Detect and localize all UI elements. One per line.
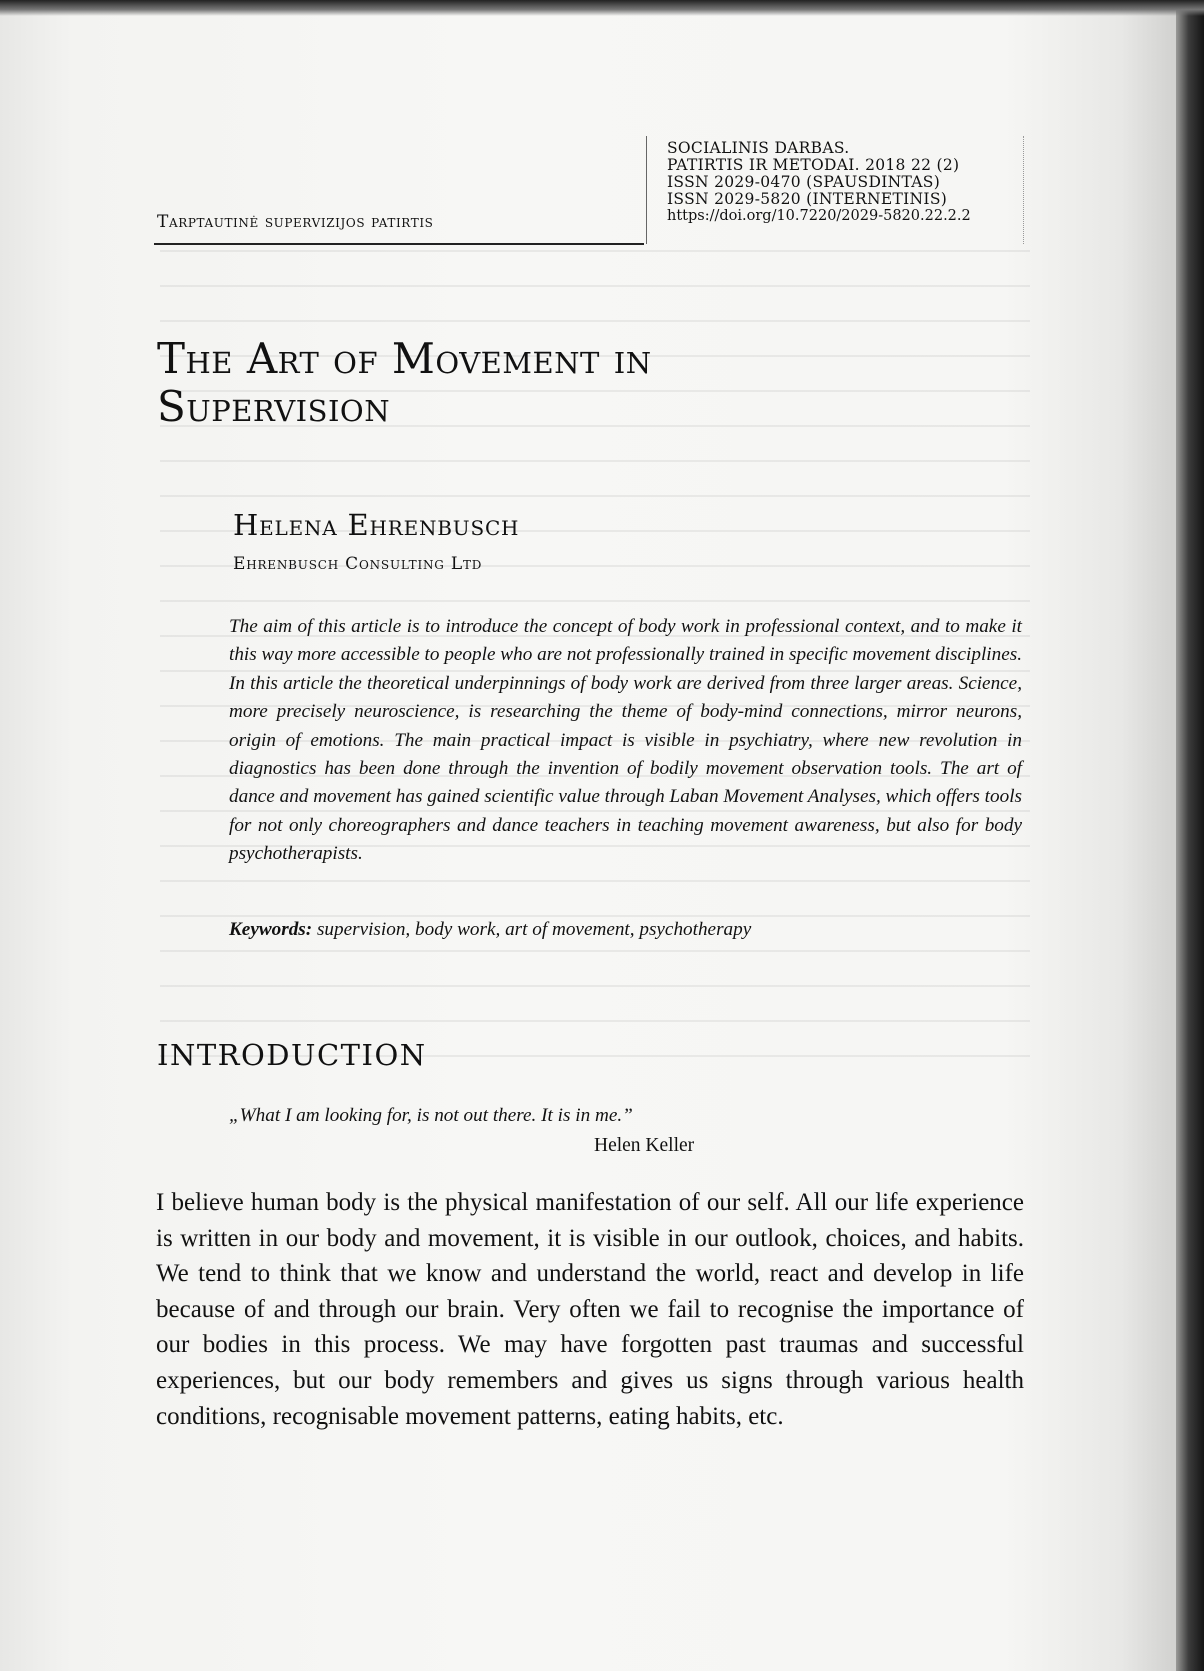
keywords-list: supervision, body work, art of movement, psychotherapy xyxy=(312,919,752,940)
journal-issue: PATIRTIS IR METODAI. 2018 22 (2) xyxy=(667,156,960,174)
epigraph-quote: „What I am looking for, is not out there. It is in me.” xyxy=(229,1105,633,1126)
section-label: Tarptautinė supervizijos patirtis xyxy=(157,212,434,232)
author-affiliation: Ehrenbusch Consulting Ltd xyxy=(233,554,483,574)
introduction-paragraph: I believe human body is the physical manifestation of our self. All our life experience is written in our body and movement, it is visible in our outlook, choices, and habits. We tend to think that we know and understand the world, react and develop in life because of and through our brain. Very often we fail to recognise the importance of our bodies in this process. We may have forgotten past traumas and successful experiences, but our body remembers and gives us signs through various health conditions, recognisable movement patterns, eating habits, etc. xyxy=(156,1189,1024,1430)
section-rule xyxy=(154,243,644,245)
article-title: The Art of Movement in Supervision xyxy=(157,334,652,431)
keywords-label: Keywords: xyxy=(229,919,313,940)
issn-online: ISSN 2029-5820 (INTERNETINIS) xyxy=(667,190,948,208)
keywords xyxy=(229,919,1022,941)
abstract: The aim of this article is to introduce the concept of body work in professional context, and to make it this way more accessible to people who are not professionally trained in specific movement disciplines. In this article the theoretical underpinnings of body work are derived from three larger areas. Science, more precisely neuroscience, is researching the theme of body-mind connections, mirror neurons, origin of emotions. The main practical impact is visible in psychiatry, where new revolution in diagnostics has been done through the invention of bodily movement observation tools. The art of dance and movement has gained scientific value through Laban Movement Analyses, which offers tools for not only choreographers and dance teachers in teaching movement awareness, but also for body psychotherapists. xyxy=(229,616,1022,865)
journal-info-box xyxy=(646,136,1024,244)
scan-top-shadow xyxy=(0,0,1204,16)
book-spine-edge xyxy=(1176,0,1204,1671)
author-name: Helena Ehrenbusch xyxy=(233,508,520,542)
epigraph-author: Helen Keller xyxy=(594,1135,695,1156)
doi-link[interactable]: https://doi.org/10.7220/2029-5820.22.2.2 xyxy=(667,208,971,224)
introduction-heading: INTRODUCTION xyxy=(157,1038,427,1072)
issn-print: ISSN 2029-0470 (SPAUSDINTAS) xyxy=(667,173,941,191)
journal-name: SOCIALINIS DARBAS. xyxy=(667,139,850,157)
